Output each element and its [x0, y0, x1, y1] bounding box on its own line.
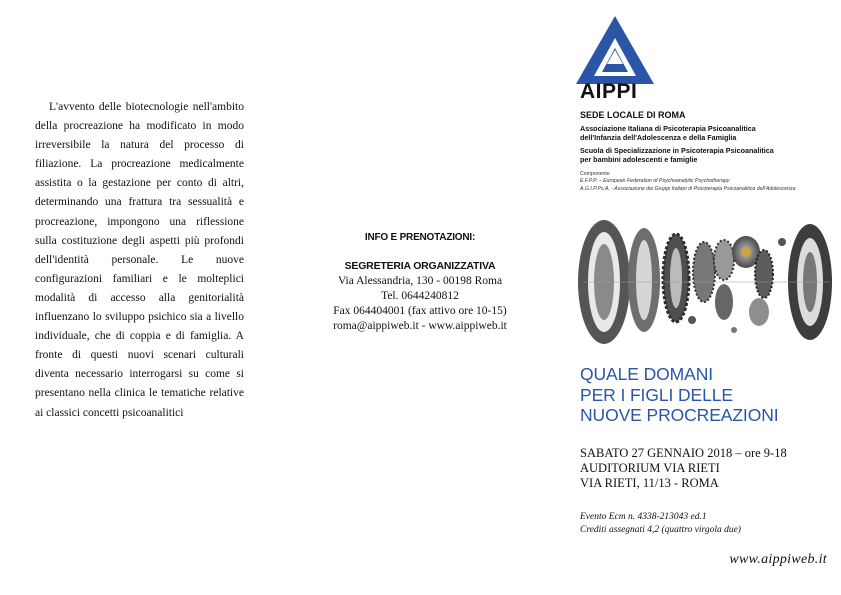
- component-efpp: E.F.P.P. – European Federation of Psychoanalytic Psychotherapy: [580, 178, 730, 184]
- right-panel: [560, 0, 841, 595]
- middle-panel: [280, 0, 560, 595]
- school-line: Scuola di Specializzazione in Psicoterapia Psicoanalitica: [580, 146, 774, 155]
- association-name: [580, 125, 835, 142]
- watch-gears-image: [574, 212, 836, 350]
- event-title-line: QUALE DOMANI: [580, 364, 713, 384]
- event-title-line: NUOVE PROCREAZIONI: [580, 405, 779, 425]
- left-panel: [0, 0, 280, 595]
- phone-line: Tel. 0644240812: [381, 290, 459, 302]
- event-date: SABATO 27 GENNAIO 2018 – ore 9-18: [580, 446, 787, 460]
- component-agipspa: A.G.I.P.Ps.A. - Associazione dei Gruppi Italiani di Psicoterapia Psicoanalitica dell'Adolescenza: [580, 186, 796, 192]
- intro-paragraph: L'avvento delle biotecnologie nell'ambito della procreazione ha modificato in modo irreversibile la natura del processo di filiazione. La procreazione medicalmente assistita o la gestazione per conto di altri, determinando una frattura tra sessualità e procreazione, impongono una riflessione sulla costituzione degli aspetti più profondi dell'identità personale. Le nuove configurazioni familiari e le molteplici modalità di accesso alla genitorialità influenzano lo sviluppo psichico sia a livello individuale, che di coppia e di famiglia. A fronte di questi nuovi scenari culturali diventa necessario interrogarsi su come si presentano nella clinica le tematiche relative ai classici concetti psicoanalitici: [35, 101, 244, 419]
- event-title-line: PER I FIGLI DELLE: [580, 384, 733, 405]
- event-venue: AUDITORIUM VIA RIETI: [580, 461, 720, 475]
- event-title: [580, 364, 835, 426]
- aippi-logo-icon: [574, 14, 656, 86]
- association-line: dell'Infanzia dell'Adolescenza e della Famiglia: [580, 132, 737, 142]
- contacts-line: roma@aippiweb.it - www.aippiweb.it: [333, 320, 507, 332]
- components-label: Componente: [580, 171, 610, 177]
- secretary-title: SEGRETERIA ORGANIZZATIVA: [344, 260, 496, 272]
- event-address: VIA RIETI, 11/13 - ROMA: [580, 476, 719, 490]
- brand-name: AIPPI: [580, 80, 638, 103]
- website-link[interactable]: www.aippiweb.it: [729, 552, 827, 567]
- sede-title: SEDE LOCALE DI ROMA: [580, 110, 686, 120]
- info-title: INFO E PRENOTAZIONI:: [364, 232, 476, 243]
- ecm-credits: Crediti assegnati 4,2 (quattro virgola due): [580, 525, 741, 535]
- school-line: per bambini adolescenti e famiglie: [580, 154, 698, 164]
- association-line: Associazione Italiana di Psicoterapia Psicoanalitica: [580, 124, 756, 133]
- ecm-event: Evento Ecm n. 4338-213043 ed.1: [580, 512, 707, 522]
- fax-line: Fax 064404001 (fax attivo ore 10-15): [333, 305, 507, 317]
- address-line: Via Alessandria, 130 - 00198 Roma: [337, 275, 503, 287]
- school-name: [580, 147, 835, 164]
